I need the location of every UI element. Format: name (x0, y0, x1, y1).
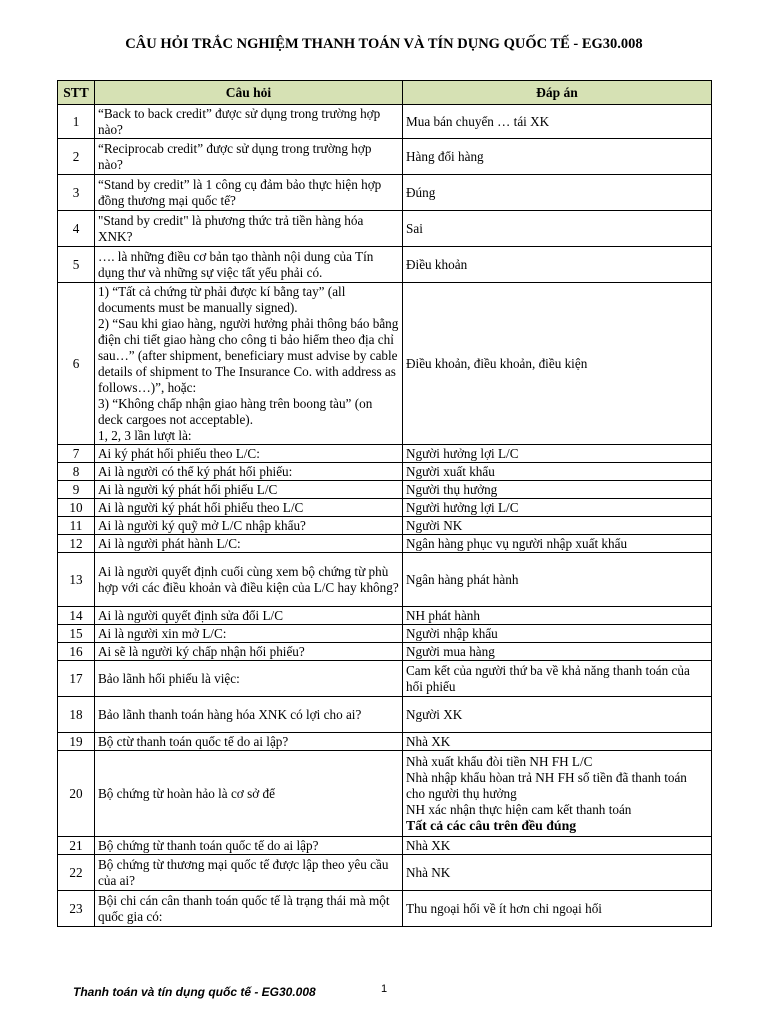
answer-text: Mua bán chuyển … tái XK (406, 113, 550, 129)
answer-text: Người nhập khẩu (406, 625, 498, 641)
question-cell (95, 643, 403, 661)
question-text: 2) “Sau khi giao hàng, người hưởng phải thông báo bằng điện chi tiết giao hàng cho công ti bảo hiểm theo địa chỉ sau…” (after shipment, beneficiary must advise by cable details of shipment to The Insurance Co. with address as follows…)”, hoặc: (98, 315, 399, 395)
table-row (58, 247, 712, 283)
answer-text: Cam kết của người thứ ba về khả năng thanh toán của hối phiếu (406, 662, 690, 694)
answer-cell (403, 697, 712, 733)
answer-cell (403, 891, 712, 927)
answer-text: Nhà NK (406, 864, 451, 880)
row-number: 23 (58, 891, 95, 927)
question-cell (95, 175, 403, 211)
question-cell (95, 891, 403, 927)
row-number: 8 (58, 463, 95, 481)
question-cell (95, 751, 403, 837)
answer-text: Thu ngoại hối về ít hơn chi ngoại hối (406, 900, 602, 916)
answer-text: Người thụ hưởng (406, 481, 498, 497)
answer-cell (403, 175, 712, 211)
question-cell (95, 607, 403, 625)
row-number: 3 (58, 175, 95, 211)
question-text: Bộ chứng từ hoàn hảo là cơ sở để (98, 785, 275, 801)
table-row (58, 481, 712, 499)
table-row (58, 175, 712, 211)
answer-cell (403, 499, 712, 517)
question-cell (95, 105, 403, 139)
question-cell (95, 535, 403, 553)
page-number: 1 (381, 983, 388, 995)
question-text: “Back to back credit” được sử dụng trong trường hợp nào? (98, 105, 381, 137)
answer-cell (403, 625, 712, 643)
answer-cell (403, 553, 712, 607)
answer-cell (403, 733, 712, 751)
question-text: 1, 2, 3 lần lượt là: (98, 427, 192, 443)
row-number: 17 (58, 661, 95, 697)
question-text: "Stand by credit" là phương thức trả tiền hàng hóa XNK? (98, 212, 364, 244)
table-row (58, 463, 712, 481)
answer-text: Đúng (406, 184, 436, 200)
question-cell (95, 211, 403, 247)
table-row (58, 139, 712, 175)
table-row (58, 661, 712, 697)
question-text: …. là những điều cơ bản tạo thành nội dung của Tín dụng thư và những sự việc tất yếu phải có. (98, 248, 374, 280)
row-number: 5 (58, 247, 95, 283)
answer-cell (403, 139, 712, 175)
table-row (58, 643, 712, 661)
answer-text: Nhà xuất khẩu đòi tiền NH FH L/C (406, 753, 593, 769)
question-text: Ai là người có thể ký phát hối phiếu: (98, 463, 293, 479)
question-text: “Reciprocab credit” được sử dụng trong trường hợp nào? (98, 140, 372, 172)
table-row (58, 445, 712, 463)
answer-text: Người hưởng lợi L/C (406, 499, 519, 515)
row-number: 6 (58, 283, 95, 445)
question-cell (95, 625, 403, 643)
answer-text: NH xác nhận thực hiện cam kết thanh toán (406, 801, 632, 817)
question-text: Bội chi cán cân thanh toán quốc tế là trạng thái mà một quốc gia có: (98, 892, 390, 924)
table-row (58, 855, 712, 891)
question-text: Ai ký phát hối phiếu theo L/C: (98, 445, 260, 461)
question-cell (95, 499, 403, 517)
row-number: 16 (58, 643, 95, 661)
row-number: 21 (58, 837, 95, 855)
table-row (58, 751, 712, 837)
question-cell (95, 445, 403, 463)
question-text: “Stand by credit” là 1 công cụ đảm bảo thực hiện hợp đồng thương mại quốc tế? (98, 176, 382, 208)
answer-text: Điều khoản (406, 256, 468, 272)
header-answer: Đáp án (403, 81, 712, 105)
answer-cell (403, 283, 712, 445)
question-text: Bảo lãnh thanh toán hàng hóa XNK có lợi cho ai? (98, 706, 362, 722)
answer-text: Nhà XK (406, 837, 451, 853)
answer-text: Ngân hàng phát hành (406, 571, 519, 587)
answer-cell (403, 517, 712, 535)
question-text: Bộ chứng từ thanh toán quốc tế do ai lập? (98, 837, 319, 853)
table-row (58, 105, 712, 139)
row-number: 10 (58, 499, 95, 517)
row-number: 7 (58, 445, 95, 463)
row-number: 11 (58, 517, 95, 535)
table-row (58, 211, 712, 247)
answer-text: Nhà nhập khẩu hòan trả NH FH số tiền đã thanh toán cho người thụ hưởng (406, 769, 687, 801)
question-cell (95, 463, 403, 481)
question-text: Bộ ctừ thanh toán quốc tế do ai lập? (98, 733, 289, 749)
table-row (58, 697, 712, 733)
answer-cell (403, 643, 712, 661)
table-header-row (58, 81, 712, 105)
row-number: 4 (58, 211, 95, 247)
question-text: Bảo lãnh hối phiếu là việc: (98, 670, 240, 686)
row-number: 2 (58, 139, 95, 175)
answer-text: Người hưởng lợi L/C (406, 445, 519, 461)
answer-text: Điều khoản, điều khoản, điều kiện (406, 355, 588, 371)
question-text: Bộ chứng từ thương mại quốc tế được lập theo yêu cầu của ai? (98, 856, 389, 888)
row-number: 14 (58, 607, 95, 625)
row-number: 19 (58, 733, 95, 751)
question-text: Ai là người xin mở L/C: (98, 625, 227, 641)
question-cell (95, 517, 403, 535)
answer-cell (403, 855, 712, 891)
table-row (58, 517, 712, 535)
question-text: Ai là người phát hành L/C: (98, 535, 241, 551)
answer-cell (403, 211, 712, 247)
row-number: 20 (58, 751, 95, 837)
table-row (58, 837, 712, 855)
table-row (58, 535, 712, 553)
row-number: 18 (58, 697, 95, 733)
answer-cell (403, 751, 712, 837)
page-title: CÂU HỎI TRẮC NGHIỆM THANH TOÁN VÀ TÍN DỤNG QUỐC TẾ - EG30.008 (125, 36, 643, 52)
answer-text: Người xuất khẩu (406, 463, 495, 479)
answer-cell (403, 535, 712, 553)
row-number: 12 (58, 535, 95, 553)
row-number: 13 (58, 553, 95, 607)
header-question: Câu hỏi (95, 81, 403, 105)
answer-cell (403, 481, 712, 499)
question-cell (95, 247, 403, 283)
answer-cell (403, 607, 712, 625)
question-cell (95, 837, 403, 855)
answer-text: Tất cả các câu trên đều đúng (406, 817, 577, 833)
answer-text: NH phát hành (406, 607, 480, 623)
footer-text: Thanh toán và tín dụng quốc tế - EG30.008 (73, 985, 316, 999)
row-number: 1 (58, 105, 95, 139)
row-number: 22 (58, 855, 95, 891)
table-row (58, 733, 712, 751)
question-text: 3) “Không chấp nhận giao hàng trên boong tàu” (on deck cargoes not acceptable). (98, 395, 373, 427)
question-text: Ai là người ký phát hối phiếu L/C (98, 481, 278, 497)
answer-cell (403, 105, 712, 139)
table-row (58, 553, 712, 607)
answer-text: Ngân hàng phục vụ người nhập xuất khẩu (406, 535, 628, 551)
question-text: Ai là người ký quỹ mở L/C nhập khẩu? (98, 517, 306, 533)
answer-cell (403, 661, 712, 697)
table-row (58, 607, 712, 625)
answer-text: Hàng đổi hàng (406, 148, 484, 164)
answer-text: Nhà XK (406, 733, 451, 749)
question-cell (95, 283, 403, 445)
answer-cell (403, 247, 712, 283)
question-cell (95, 139, 403, 175)
question-cell (95, 733, 403, 751)
answer-text: Người mua hàng (406, 643, 495, 659)
answer-cell (403, 463, 712, 481)
header-stt: STT (58, 81, 95, 105)
question-text: 1) “Tất cả chứng từ phải được kí bằng tay” (all documents must be manually signed). (98, 283, 346, 315)
row-number: 9 (58, 481, 95, 499)
table-row (58, 283, 712, 445)
table-body (58, 105, 712, 927)
answer-text: Sai (406, 220, 423, 236)
row-number: 15 (58, 625, 95, 643)
question-cell (95, 697, 403, 733)
answer-cell (403, 445, 712, 463)
answer-text: Người NK (406, 517, 463, 533)
question-answer-table (57, 80, 712, 927)
question-text: Ai là người ký phát hối phiếu theo L/C (98, 499, 304, 515)
table-row (58, 499, 712, 517)
question-cell (95, 855, 403, 891)
table-row (58, 625, 712, 643)
answer-text: Người XK (406, 706, 463, 722)
table-row (58, 891, 712, 927)
question-text: Ai là người quyết định cuối cùng xem bộ chứng từ phù hợp với các điều khoản và điều kiện của L/C hay không? (98, 563, 399, 595)
answer-cell (403, 837, 712, 855)
question-cell (95, 553, 403, 607)
question-cell (95, 661, 403, 697)
question-text: Ai sẽ là người ký chấp nhận hối phiếu? (98, 643, 305, 659)
question-cell (95, 481, 403, 499)
question-text: Ai là người quyết định sửa đổi L/C (98, 607, 283, 623)
